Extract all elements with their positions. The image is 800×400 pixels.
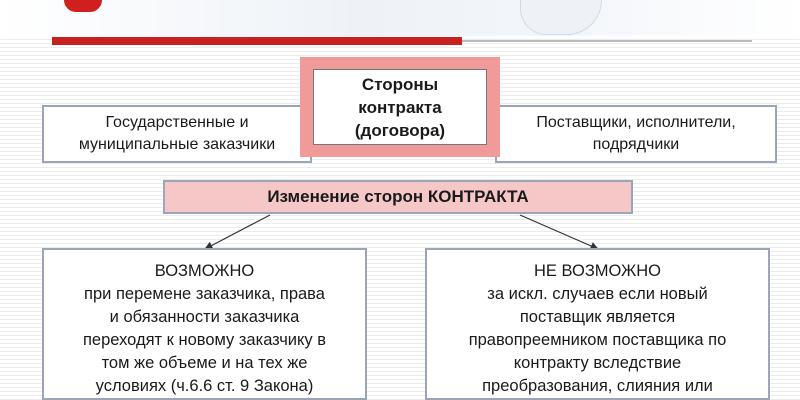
impossible-line-2: за искл. случаев если новый [487, 285, 708, 303]
possible-line-6: условиях (ч.6.6 ст. 9 Закона) [95, 377, 314, 395]
possible-line-3: и обязанности заказчика [109, 308, 300, 326]
possible-line-1: ВОЗМОЖНО [154, 262, 255, 280]
possible-line-5: том же объеме и на тех же [101, 354, 308, 372]
impossible-line-4: правопреемником поставщика по [468, 331, 727, 349]
left-box-line-1: Государственные и [105, 114, 249, 131]
impossible-line-5: контракту вследствие [513, 354, 682, 372]
right-box-line-1: Поставщики, исполнители, [536, 114, 736, 131]
change-label: Изменение сторон КОНТРАКТА [267, 187, 529, 206]
impossible-line-3: поставщик является [519, 308, 676, 326]
right-box-line-2: подрядчики [592, 136, 680, 153]
possible-line-2: при перемене заказчика, права [84, 285, 325, 303]
possible-line-4: переходят к новому заказчику в [82, 331, 327, 349]
arrow-to-impossible [520, 215, 598, 249]
impossible-line-6: преобразования, слияния или [482, 377, 713, 395]
center-line-1: Стороны [361, 74, 439, 94]
impossible-box [425, 248, 770, 400]
arrow-to-possible [205, 215, 270, 249]
possible-box [42, 248, 367, 400]
center-line-3: (договора) [354, 120, 446, 140]
center-line-2: контракта [358, 97, 442, 117]
left-box-line-2: муниципальные заказчики [78, 136, 276, 153]
impossible-line-1: НЕ ВОЗМОЖНО [534, 262, 661, 280]
